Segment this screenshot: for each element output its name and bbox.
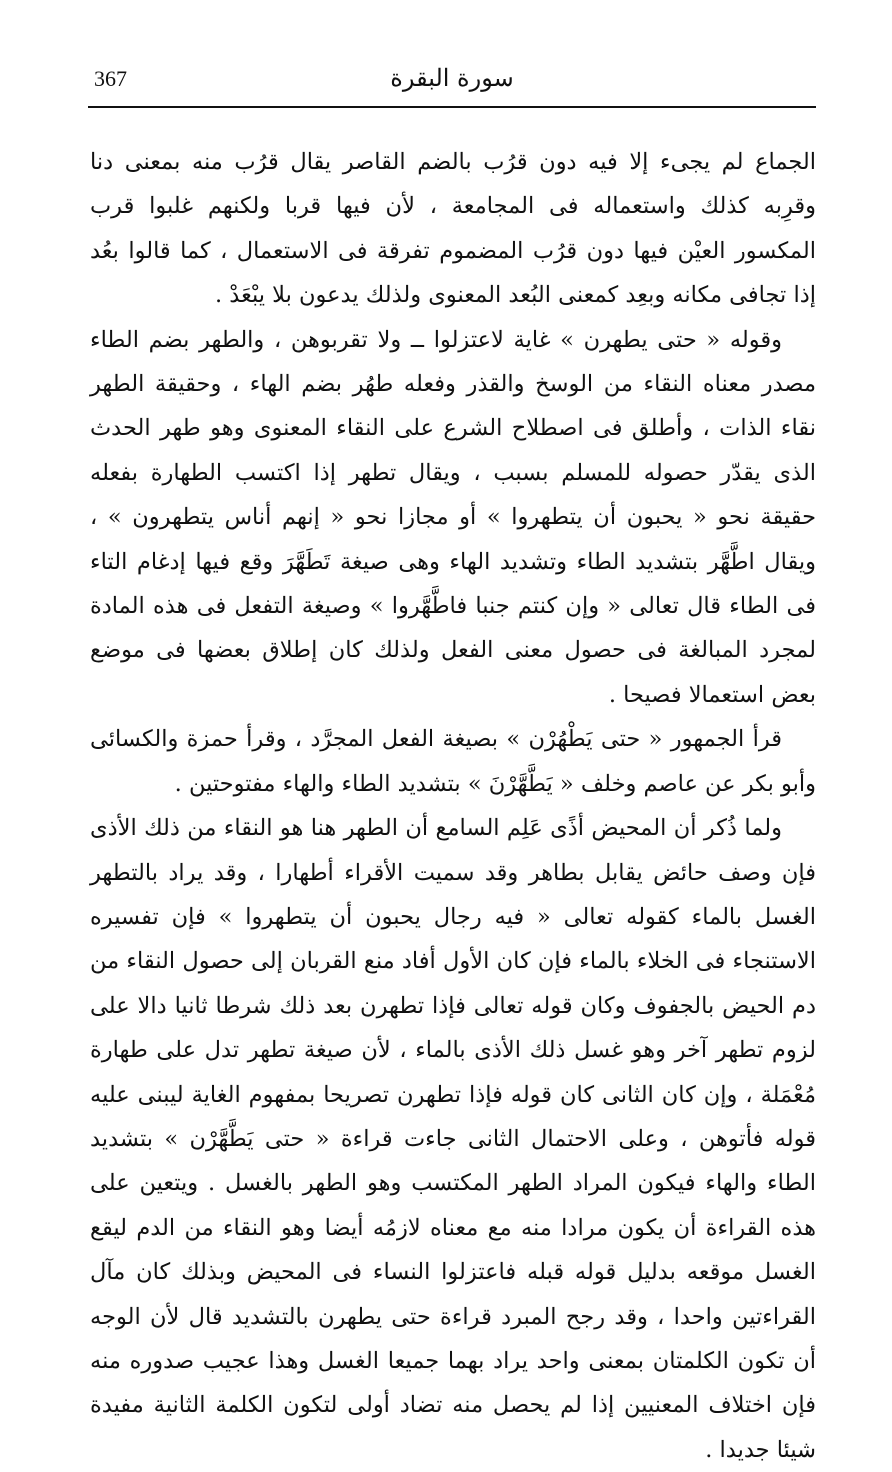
page-header bbox=[88, 58, 816, 104]
paragraph: قرأ الجمهور « حتى يَطْهُرْن » بصيغة الفعل المجرَّد ، وقرأ حمزة والكسائى وأبو بكر عن عاصم وخلف « يَطَّهَّرْنَ » بتشديد الطاء والهاء مفتوحتين . bbox=[90, 726, 816, 797]
paragraph: وقوله « حتى يطهرن » غاية لاعتزلوا ــ ولا تقربوهن ، والطهر بضم الطاء مصدر معناه النقاء من الوسخ والقذر وفعله طهُر بضم الهاء ، وحقيقة الطهر نقاء الذات ، وأطلق فى اصطلاح الشرع على النقاء المعنوى وهو طهر الحدث الذى يقدّر حصوله للمسلم بسبب ، ويقال تطهر إذا اكتسب الطهارة بفعله حقيقة نحو « يحبون أن يتطهروا » أو مجازا نحو « إنهم أناس يتطهرون » ، ويقال اطَّهَّر بتشديد الطاء وتشديد الهاء وهى صيغة تَطَهَّرَ وقع فيها إدغام التاء فى الطاء قال تعالى « وإن كنتم جنبا فاطَّهَّروا » وصيغة التفعل فى هذه المادة لمجرد المبالغة فى حصول معنى الفعل ولذلك كان إطلاق بعضها فى موضع بعض استعمالا فصيحا . bbox=[90, 326, 816, 708]
surah-title: سورة البقرة bbox=[390, 64, 514, 92]
header-divider bbox=[88, 106, 816, 108]
paragraph: ولما ذُكر أن المحيض أذًى عَلِم السامع أن الطهر هنا هو النقاء من ذلك الأذى فإن وصف حائض يقابل بطاهر وقد سميت الأقراء أطهارا ، وقد يراد بالتطهر الغسل بالماء كقوله تعالى « فيه رجال يحبون أن يتطهروا » فإن تفسيره الاستنجاء فى الخلاء بالماء فإن كان الأول أفاد منع القربان إلى حصول النقاء من دم الحيض بالجفوف وكان قوله تعالى فإذا تطهرن بعد ذلك شرطا ثانيا دالا على لزوم تطهر آخر وهو غسل ذلك الأذى بالماء ، لأن صيغة تطهر تدل على طهارة مُعْمَلة ، وإن كان الثانى كان قوله فإذا تطهرن تصريحا بمفهوم الغاية ليبنى عليه قوله فأتوهن ، وعلى الاحتمال الثانى جاءت قراءة « حتى يَطَّهَّرْن » بتشديد الطاء والهاء فيكون المراد الطهر المكتسب وهو الطهر بالغسل . ويتعين على هذه القراءة أن يكون مرادا منه مع معناه لازمُه أيضا وهو النقاء من الدم ليقع الغسل موقعه بدليل قوله قبله فاعتزلوا النساء فى المحيض وبذلك كان مآل القراءتين واحدا ، وقد رجح المبرد قراءة حتى يطهرن بالتشديد قال لأن الوجه أن تكون الكلمتان بمعنى واحد يراد بهما جميعا الغسل وهذا عجيب صدوره منه فإن اختلاف المعنيين إذا لم يحصل منه تضاد أولى لتكون الكلمة الثانية مفيدة شيئا جديدا . bbox=[90, 815, 817, 1463]
page-number: 367 bbox=[94, 66, 127, 91]
body-text bbox=[90, 140, 816, 1472]
paragraph: الجماع لم يجىء إلا فيه دون قرُب بالضم القاصر يقال قرُب منه بمعنى دنا وقرِبه كذلك واستعماله فى المجامعة ، لأن فيها قربا ولكنهم غلبوا قرب المكسور العيْن فيها دون قرُب المضموم تفرقة فى الاستعمال ، كما قالوا بعُد إذا تجافى مكانه وبعِد كمعنى البُعد المعنوى ولذلك يدعون بلا يبْعَدْ . bbox=[90, 149, 816, 309]
